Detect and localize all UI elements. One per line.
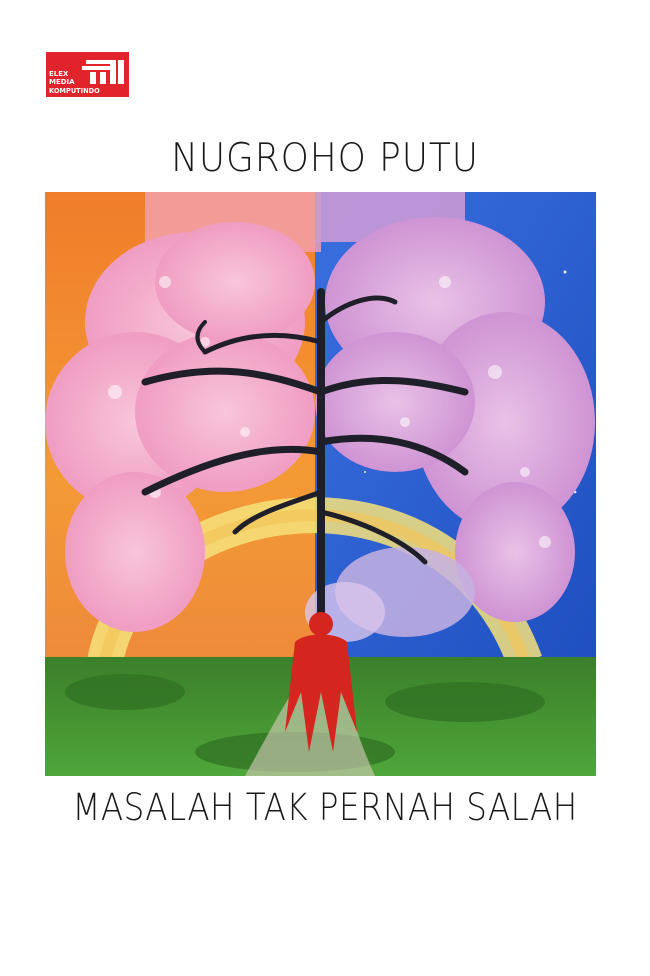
elex-media-komputindo-logo-icon (46, 52, 129, 97)
svg-text:KOMPUTINDO: KOMPUTINDO (49, 87, 100, 95)
publisher-logo (46, 52, 129, 97)
author-name: NUGROHO PUTU (171, 136, 479, 181)
book-title: MASALAH TAK PERNAH SALAH (72, 786, 578, 829)
svg-text:ELEX: ELEX (49, 70, 69, 78)
tree-painting-illustration (45, 192, 596, 776)
cover-painting (45, 192, 596, 776)
svg-text:MEDIA: MEDIA (49, 78, 75, 86)
